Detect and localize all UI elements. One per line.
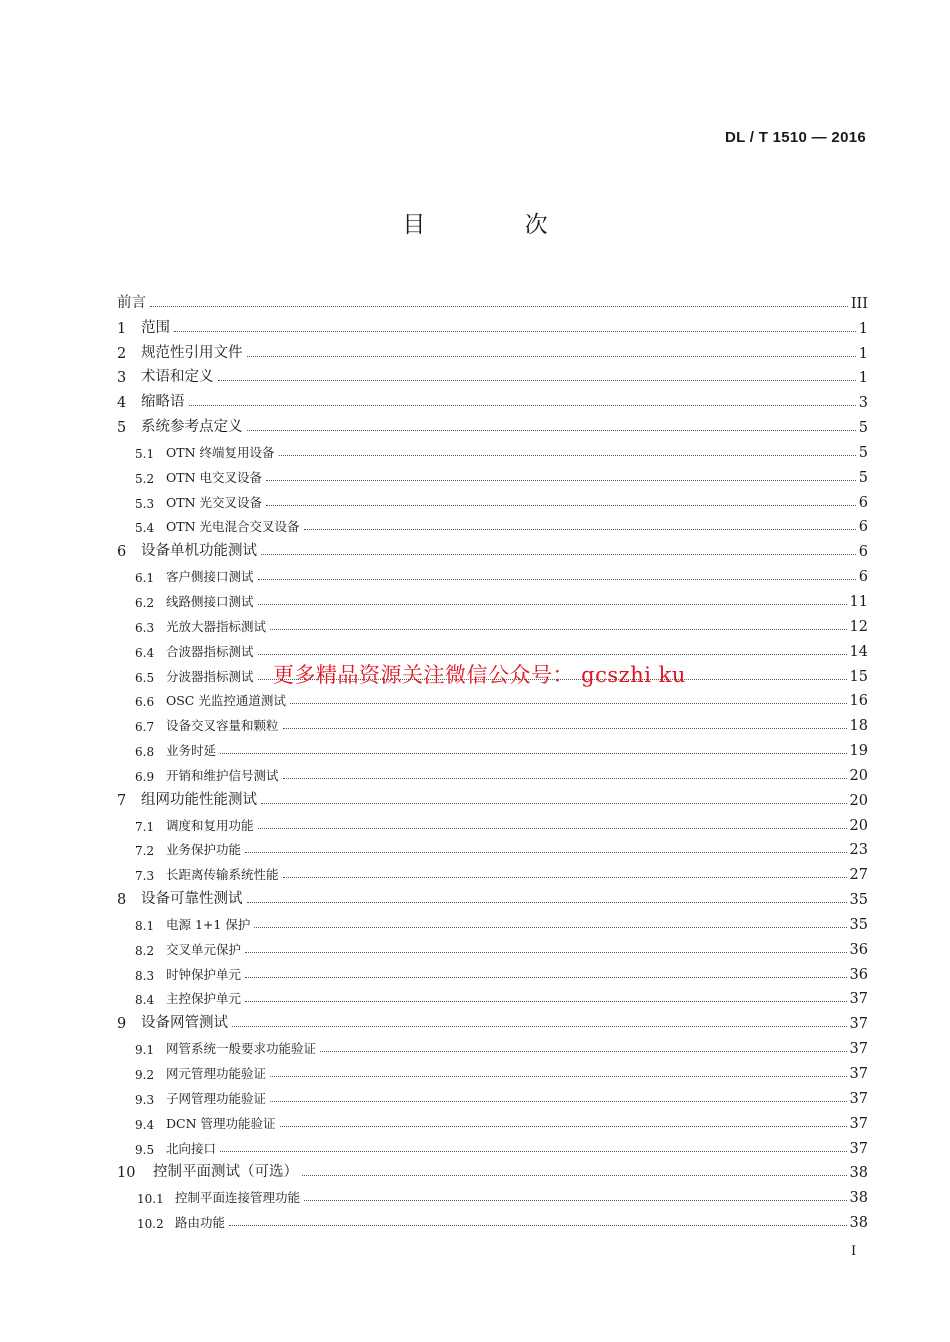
toc-entry-number: 7.1	[135, 819, 155, 834]
dot-leader	[280, 1126, 847, 1127]
dot-leader	[218, 380, 856, 381]
toc-entry[interactable]	[117, 362, 868, 387]
toc-entry[interactable]	[117, 1007, 868, 1032]
toc-page-number: 19	[849, 743, 868, 760]
toc-entry-title: 主控保护单元	[166, 991, 242, 1007]
dot-leader	[290, 703, 847, 704]
toc-entry-title: 前言	[117, 294, 146, 311]
toc-entry-number: 7.3	[135, 869, 155, 884]
toc-entry-number: 8.1	[135, 918, 155, 933]
toc-entry-title: 长距离传输系统性能	[166, 867, 279, 883]
toc-subentry[interactable]	[117, 436, 868, 461]
toc-entry-number: 6.8	[135, 745, 155, 760]
toc-entry-number: 7.2	[135, 844, 155, 859]
toc-entry-title: 缩略语	[141, 394, 185, 411]
toc-page-number: 5	[858, 420, 868, 437]
dot-leader	[247, 430, 856, 431]
toc-subentry[interactable]	[117, 1206, 868, 1231]
toc-entry[interactable]	[117, 535, 868, 560]
toc-entry-title: 路由功能	[175, 1215, 226, 1231]
toc-entry[interactable]	[117, 1157, 868, 1182]
toc-page-number: 36	[849, 941, 868, 958]
toc-page-number: 5	[858, 469, 868, 486]
dot-leader	[258, 604, 847, 605]
toc-entry[interactable]	[117, 883, 868, 908]
toc-entry-number: 6.4	[135, 645, 155, 660]
toc-entry[interactable]	[117, 287, 868, 312]
toc-entry-title: 客户侧接口测试	[166, 569, 254, 585]
toc-entry-title: 调度和复用功能	[166, 817, 254, 833]
toc-entry-title: 分波器指标测试	[166, 668, 254, 684]
toc-subentry[interactable]	[117, 834, 868, 859]
toc-entry-number: 6.6	[135, 695, 155, 710]
dot-leader	[229, 1225, 847, 1226]
toc-entry-title: 网管系统一般要求功能验证	[166, 1041, 317, 1057]
dot-leader	[279, 455, 856, 456]
toc-entry-title: 开销和维护信号测试	[166, 767, 279, 783]
toc-entry-number: 3	[117, 370, 127, 387]
toc-entry-number: 7	[117, 792, 127, 809]
toc-page-number: 20	[849, 792, 868, 809]
toc-entry-title: 控制平面连接管理功能	[175, 1190, 301, 1206]
dot-leader	[283, 877, 847, 878]
toc-subentry[interactable]	[117, 933, 868, 958]
toc-entry-number: 6.3	[135, 620, 155, 635]
dot-leader	[245, 977, 847, 978]
toc-page-number: 38	[849, 1215, 868, 1232]
toc-entry-title: 设备可靠性测试	[141, 891, 243, 908]
dot-leader	[247, 902, 847, 903]
toc-page-number: 1	[858, 345, 868, 362]
toc-page-number: 37	[849, 991, 868, 1008]
dot-leader	[283, 778, 847, 779]
dot-leader	[270, 1101, 847, 1102]
toc-page-number: 27	[849, 867, 868, 884]
toc-entry-number: 2	[117, 345, 127, 362]
page-number: I	[851, 1244, 857, 1259]
toc-entry-number: 6.2	[135, 595, 155, 610]
dot-leader	[220, 1151, 847, 1152]
toc-entry-title: DCN 管理功能验证	[166, 1115, 276, 1131]
toc-page-number: 3	[858, 395, 868, 412]
toc-entry-title: 北向接口	[166, 1140, 217, 1156]
dot-leader	[261, 554, 856, 555]
toc-page-number: 14	[849, 643, 868, 660]
toc-subentry[interactable]	[117, 560, 868, 585]
toc-subentry[interactable]	[117, 1181, 868, 1206]
toc-entry[interactable]	[117, 386, 868, 411]
dot-leader	[150, 306, 848, 307]
toc-entry-number: 6.9	[135, 769, 155, 784]
toc-entry-title: 交叉单元保护	[166, 941, 242, 957]
watermark-text: 更多精品资源关注微信公众号： gcszhi ku	[273, 663, 686, 687]
dot-leader	[258, 654, 847, 655]
toc-entry[interactable]	[117, 411, 868, 436]
toc-entry-number: 5	[117, 420, 127, 437]
toc-entry-title: 规范性引用文件	[141, 344, 243, 361]
toc-page-number: 5	[858, 444, 868, 461]
toc-entry-number: 10.2	[137, 1217, 164, 1232]
toc-entry-number: 5.3	[135, 496, 155, 511]
dot-leader	[261, 803, 847, 804]
toc-entry[interactable]	[117, 784, 868, 809]
toc-page-number: III	[850, 295, 868, 312]
toc-entry-number: 1	[117, 320, 127, 337]
toc-entry-number: 9.5	[135, 1142, 155, 1157]
toc-page-number: 37	[849, 1090, 868, 1107]
toc-entry-title: 设备单机功能测试	[141, 543, 257, 560]
toc-subentry[interactable]	[117, 759, 868, 784]
toc-entry-number: 8	[117, 892, 127, 909]
dot-leader	[189, 405, 856, 406]
toc-subentry[interactable]	[117, 461, 868, 486]
toc-entry-number: 10.1	[137, 1192, 164, 1207]
toc-subentry[interactable]	[117, 1132, 868, 1157]
toc-subentry[interactable]	[117, 709, 868, 734]
toc-subentry[interactable]	[117, 983, 868, 1008]
toc-page-number: 6	[858, 544, 868, 561]
toc-entry-title: OTN 电交叉设备	[166, 469, 262, 485]
dot-leader	[254, 927, 846, 928]
dot-leader	[270, 629, 847, 630]
toc-entry-title: OTN 终端复用设备	[166, 444, 275, 460]
standard-code: DL / T 1510 — 2016	[724, 129, 866, 146]
toc-entry-title: 范围	[141, 319, 170, 336]
toc-page-number: 35	[849, 916, 868, 933]
toc-page-number: 16	[849, 693, 868, 710]
toc-page-number: 15	[849, 668, 868, 685]
toc-entry-number: 8.2	[135, 943, 155, 958]
dot-leader	[283, 728, 847, 729]
toc-subentry[interactable]	[117, 958, 868, 983]
toc-entry-title: 设备网管测试	[141, 1015, 228, 1032]
toc-entry-number: 5.1	[135, 446, 155, 461]
dot-leader	[266, 505, 856, 506]
toc-subentry[interactable]	[117, 908, 868, 933]
toc-entry-number: 5.2	[135, 471, 155, 486]
toc-page-number: 11	[849, 593, 868, 610]
toc-entry-title: 电源 1+1 保护	[166, 916, 251, 932]
toc-entry[interactable]	[117, 337, 868, 362]
toc-subentry[interactable]	[117, 610, 868, 635]
toc-page-number: 20	[849, 817, 868, 834]
table-of-contents	[117, 287, 868, 1231]
dot-leader	[245, 952, 847, 953]
dot-leader	[304, 1200, 847, 1201]
toc-entry-title: 网元管理功能验证	[166, 1066, 267, 1081]
dot-leader	[245, 1001, 847, 1002]
toc-entry-number: 6.5	[135, 670, 155, 685]
toc-entry-number: 9	[117, 1016, 127, 1033]
toc-page-number: 23	[849, 842, 868, 859]
dot-leader	[220, 753, 847, 754]
dot-leader	[174, 331, 856, 332]
toc-entry-number: 8.4	[135, 993, 155, 1008]
toc-entry-number: 6.7	[135, 720, 155, 735]
toc-entry-number: 8.3	[135, 968, 155, 983]
toc-page-number: 12	[849, 618, 868, 635]
toc-entry-title: 业务保护功能	[166, 842, 242, 858]
toc-subentry[interactable]	[117, 809, 868, 834]
toc-subentry[interactable]	[117, 1032, 868, 1057]
toc-entry-title: 线路侧接口测试	[166, 593, 254, 609]
toc-entry-number: 9.1	[135, 1043, 155, 1058]
toc-page-number: 37	[849, 1016, 868, 1033]
toc-entry-number: 4	[117, 395, 127, 412]
toc-entry-title: 业务时延	[166, 743, 217, 759]
toc-entry-number: 10	[117, 1165, 136, 1182]
dot-leader	[266, 480, 856, 481]
toc-page-number: 20	[849, 767, 868, 784]
toc-entry-title: 光放大器指标测试	[166, 618, 267, 634]
toc-entry-title: 合波器指标测试	[166, 643, 254, 659]
toc-entry-title: 组网功能性能测试	[141, 791, 257, 808]
toc-entry-title: 系统参考点定义	[141, 419, 243, 436]
toc-entry-number: 5.4	[135, 521, 155, 536]
toc-page-number: 18	[849, 718, 868, 735]
toc-entry[interactable]	[117, 312, 868, 337]
toc-page-number: 38	[849, 1165, 868, 1182]
toc-subentry[interactable]	[117, 1057, 868, 1082]
toc-subentry[interactable]	[117, 486, 868, 511]
dot-leader	[232, 1026, 847, 1027]
toc-subentry[interactable]	[117, 635, 868, 660]
toc-entry-title: 时钟保护单元	[166, 966, 242, 982]
toc-entry-title: OTN 光电混合交叉设备	[166, 519, 300, 535]
toc-subentry[interactable]	[117, 511, 868, 536]
toc-page-number: 37	[849, 1041, 868, 1058]
dot-leader	[302, 1175, 847, 1176]
dot-leader	[320, 1051, 847, 1052]
dot-leader	[245, 852, 847, 853]
toc-entry-number: 6	[117, 544, 127, 561]
toc-page-number: 1	[858, 320, 868, 337]
dot-leader	[258, 579, 856, 580]
dot-leader	[304, 529, 856, 530]
page-title: 目 次	[402, 212, 594, 238]
toc-subentry[interactable]	[117, 734, 868, 759]
dot-leader	[270, 1076, 847, 1077]
toc-entry-number: 9.2	[135, 1068, 155, 1082]
toc-entry-number: 9.3	[135, 1092, 155, 1107]
toc-subentry[interactable]	[117, 585, 868, 610]
dot-leader	[258, 828, 847, 829]
toc-subentry[interactable]	[117, 1107, 868, 1132]
toc-page-number: 37	[849, 1066, 868, 1082]
toc-page-number: 37	[849, 1115, 868, 1132]
toc-entry-title: 术语和定义	[141, 369, 214, 386]
toc-page-number: 1	[858, 370, 868, 387]
toc-page-number: 37	[849, 1140, 868, 1157]
toc-page-number: 35	[849, 892, 868, 909]
toc-entry-number: 6.1	[135, 571, 155, 586]
toc-entry-title: OTN 光交叉设备	[166, 494, 262, 510]
toc-entry-title: 控制平面测试（可选）	[153, 1164, 298, 1181]
toc-entry-title: 子网管理功能验证	[166, 1090, 267, 1106]
toc-page-number: 6	[858, 494, 868, 511]
dot-leader	[247, 356, 856, 357]
toc-page-number: 6	[858, 519, 868, 536]
toc-entry-number: 9.4	[135, 1117, 155, 1132]
toc-page-number: 38	[849, 1190, 868, 1207]
toc-entry-title: OSC 光监控通道测试	[166, 693, 286, 709]
toc-subentry[interactable]	[117, 1082, 868, 1107]
toc-page-number: 36	[849, 966, 868, 983]
toc-page-number: 6	[858, 569, 868, 586]
toc-entry-title: 设备交叉容量和颗粒	[166, 718, 279, 734]
toc-subentry[interactable]	[117, 858, 868, 883]
